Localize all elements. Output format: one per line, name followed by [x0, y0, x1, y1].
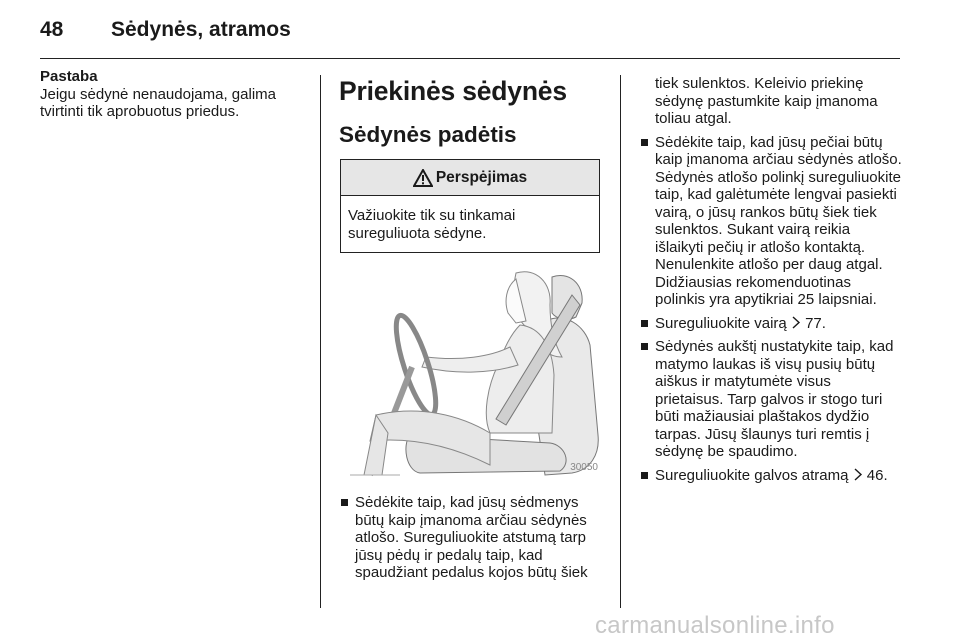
column-divider-2: [620, 75, 621, 608]
section-title: Priekinės sėdynės: [339, 76, 567, 106]
page-number: 48: [40, 18, 64, 41]
list-item-text: Sureguliuokite galvos atramą: [655, 466, 849, 484]
running-title: Sėdynės, atramos: [111, 18, 291, 41]
warning-triangle-icon: [413, 169, 433, 187]
page-header: [40, 14, 900, 54]
note-text: Jeigu sėdynė nenaudojama, galima tvirtinti tik aprobuotus priedus.: [40, 85, 276, 120]
page-reference-icon: [791, 316, 801, 329]
list-item-text: Sėdėkite taip, kad jūsų sėdmenys būtų kaip įmanoma arčiau sėdynės atlošo. Sureguliuokite atstumą tarp jūsų pėdų ir pedalų taip, kad spaudžiant pedalus kojos būtų šiek: [355, 494, 588, 581]
warning-box: [340, 159, 600, 253]
seat-position-illustration: [340, 265, 602, 478]
list-item-text: Sėdėkite taip, kad jūsų pečiai būtų kaip įmanoma arčiau sėdynės atlošo. Sėdynės atlošo polinkį sureguliuokite taip, kad galėtumėte lengvai pasiekti vairą, o jūsų rankos būtų šiek tiek sulenktos. Sukant vairą reikia išlaikyti pečių ir atlošo kontaktą. Nenulenkite atlošo per daug atgal. Didžiausias rekomenduotinas polinkis yra apytikriai 25 laipsniai.: [655, 133, 902, 308]
driver-seat-drawing: [340, 265, 602, 478]
list-item: [640, 467, 902, 485]
bullet-square-icon: [641, 139, 648, 146]
list-item-text: Sureguliuokite vairą: [655, 314, 787, 332]
list-item: [640, 315, 902, 333]
bullet-square-icon: [341, 499, 348, 506]
column-3: [640, 66, 902, 484]
seat-position-list-1: [340, 494, 602, 582]
page-reference-icon: [853, 468, 863, 481]
page-reference[interactable]: 77.: [805, 314, 826, 332]
column-2: [340, 66, 602, 582]
list-item: [640, 134, 902, 309]
bullet-square-icon: [641, 343, 648, 350]
list-item: [340, 494, 602, 582]
warning-text: Važiuokite tik su tinkamai sureguliuota sėdyne.: [348, 207, 516, 242]
warning-title: Perspėjimas: [435, 168, 528, 186]
watermark: carmanualsonline.info: [595, 612, 835, 639]
continuation-text: tiek sulenktos. Keleivio priekinę sėdynę pastumkite kaip įmanoma toliau atgal.: [655, 75, 878, 127]
bullet-square-icon: [641, 320, 648, 327]
list-item: [640, 338, 902, 461]
list-item-text: Sėdynės aukštį nustatykite taip, kad matymo laukas iš visų pusių būtų aiškus ir matytumėte visus prietaisus. Tarp galvos ir stogo turi būti mažiausiai plaštakos dydžio tarpas. Jūsų šlaunys turi remtis į sėdynę be spaudimo.: [655, 338, 894, 460]
figure-code: 30050: [570, 461, 598, 473]
column-divider-1: [320, 75, 321, 608]
section-subtitle: Sėdynės padėtis: [339, 122, 517, 147]
page-reference[interactable]: 46.: [866, 466, 888, 484]
column-1: [40, 66, 302, 121]
warning-header: [341, 160, 599, 196]
header-divider: [40, 58, 900, 59]
note-title: Pastaba: [40, 68, 98, 85]
bullet-square-icon: [641, 472, 648, 479]
seat-position-list-2: [640, 134, 902, 485]
